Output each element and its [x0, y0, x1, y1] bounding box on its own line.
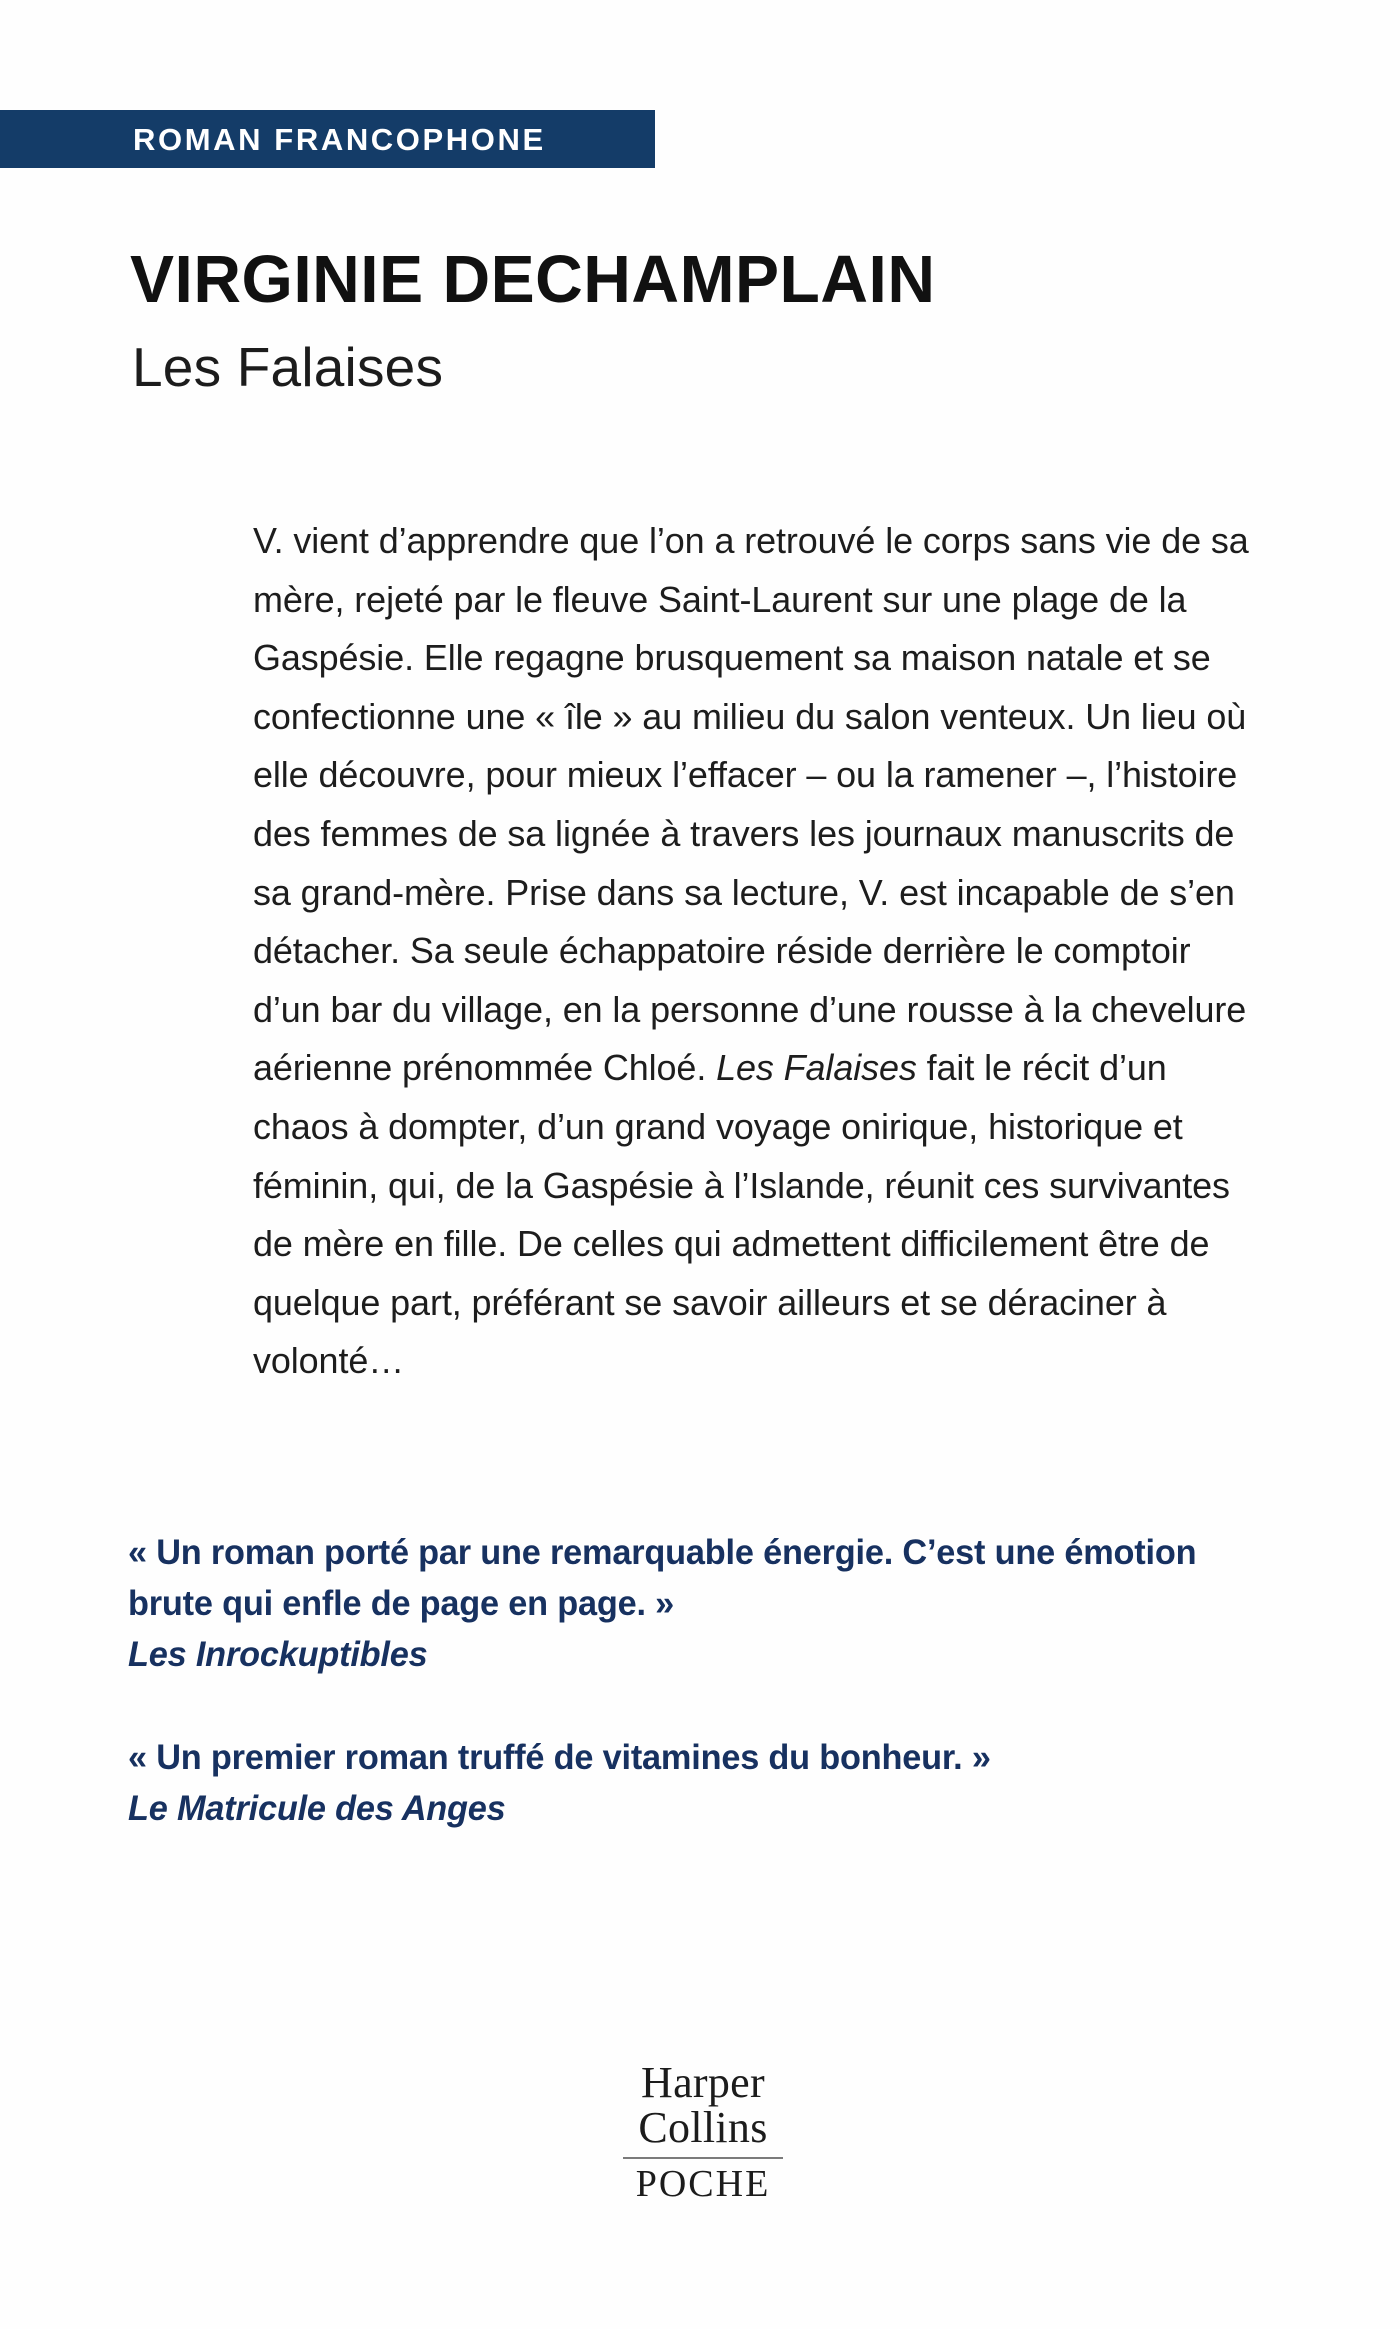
author-name: VIRGINIE DECHAMPLAIN: [130, 242, 936, 317]
synopsis-part-two: fait le récit d’un chaos à dompter, d’un grand voyage onirique, historique et féminin, qui, de la Gaspésie à l’Islande, réunit ces survivantes de mère en fille. De celles qui admettent difficilement être de quelque part, préférant se savoir ailleurs et se déraciner à volonté…: [253, 1047, 1230, 1382]
publisher-logo-line-collins: Collins: [638, 2103, 768, 2152]
press-quote-2-source: Le Matricule des Anges: [128, 1789, 506, 1828]
synopsis-paragraph: [253, 512, 1268, 1391]
synopsis-part-one: V. vient d’apprendre que l’on a retrouvé le corps sans vie de sa mère, rejeté par le fleuve Saint-Laurent sur une plage de la Gaspésie. Elle regagne brusquement sa maison natale et se confectionne une « île » au milieu du salon venteux. Un lieu où elle découvre, pour mieux l’effacer – ou la ramener –, l’histoire des femmes de sa lignée à travers les journaux manuscrits de sa grand-mère. Prise dans sa lecture, V. est incapable de s’en détacher. Sa seule échappatoire réside derrière le comptoir d’un bar du village, en la personne d’une rousse à la chevelure aérienne prénommée Chloé.: [253, 520, 1249, 1089]
press-quotes: [128, 1527, 1288, 1834]
synopsis-italic-title: Les Falaises: [716, 1047, 917, 1089]
genre-label: ROMAN FRANCOPHONE: [133, 121, 546, 157]
genre-banner: [0, 110, 655, 168]
publisher-logo: [623, 2060, 783, 2205]
press-quote-2: [128, 1732, 1288, 1834]
publisher-logo-divider: [623, 2157, 783, 2159]
press-quote-2-text: « Un premier roman truffé de vitamines du bonheur. »: [128, 1738, 991, 1777]
book-title: Les Falaises: [132, 336, 444, 398]
press-quote-1-source: Les Inrockuptibles: [128, 1635, 428, 1674]
publisher-logo-line-poche: POCHE: [635, 2163, 771, 2205]
press-quote-1: [128, 1527, 1288, 1680]
press-quote-1-text: « Un roman porté par une remarquable énergie. C’est une émotion brute qui enfle de page en page. »: [128, 1533, 1197, 1623]
publisher-logo-line-harper: Harper: [641, 2058, 765, 2107]
